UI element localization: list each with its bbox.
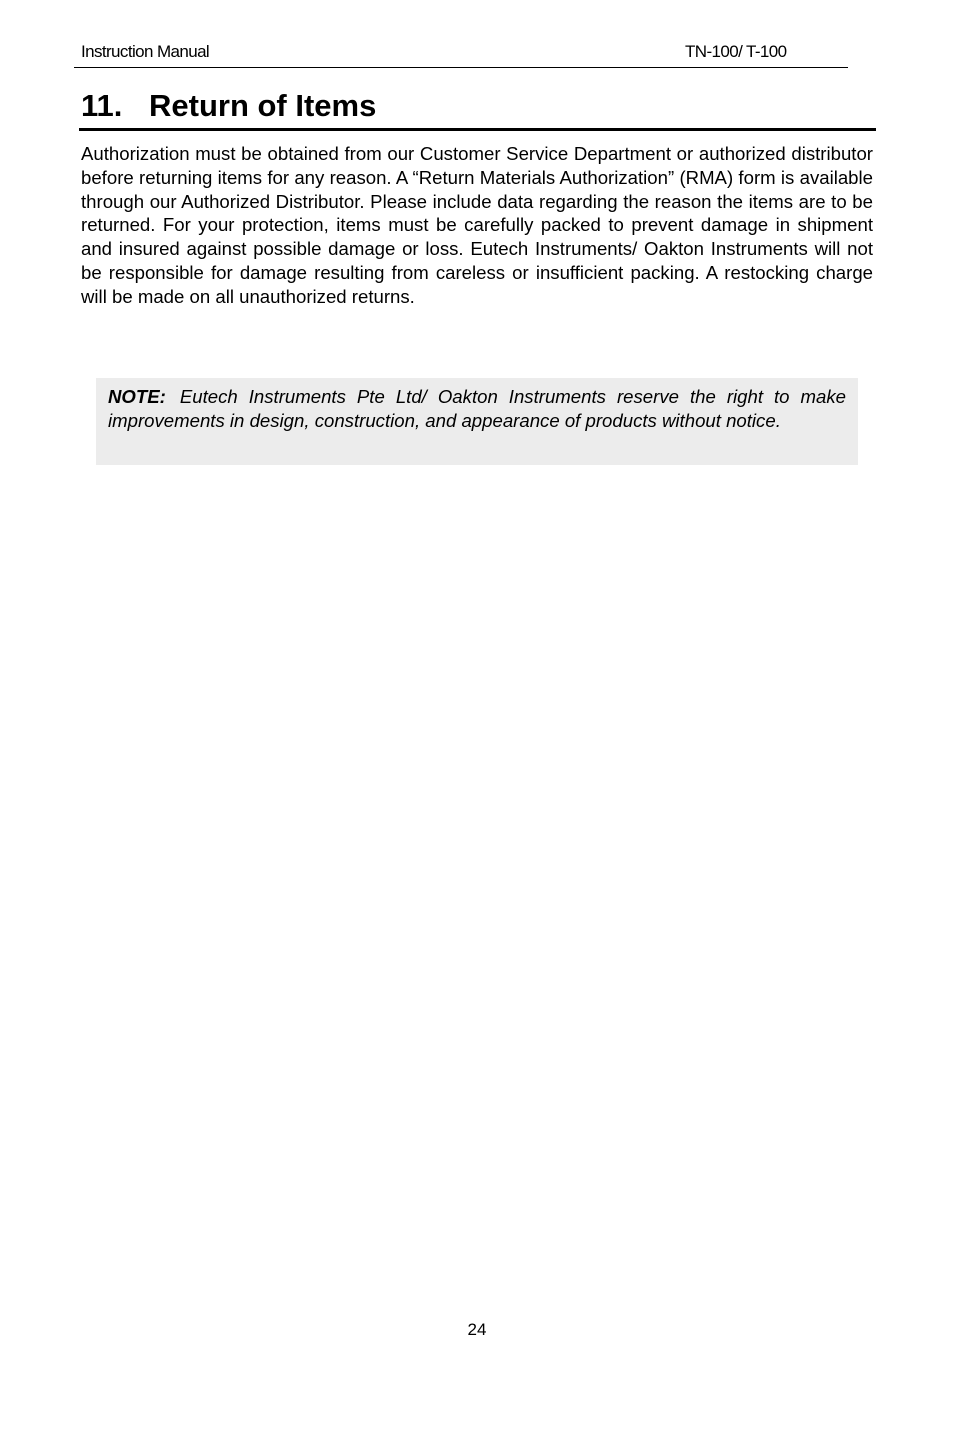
section-number: 11. <box>81 88 123 123</box>
header-model-number: TN-100/ T-100 <box>685 42 787 61</box>
page-number: 24 <box>467 1320 487 1339</box>
note-body: Eutech Instruments Pte Ltd/ Oakton Instruments reserve the right to make improvements in design, construction, and appearance of products without notice. <box>108 386 846 431</box>
note-label: NOTE: <box>108 386 166 407</box>
section-title: Return of Items <box>149 88 377 123</box>
header-manual-title: Instruction Manual <box>81 42 210 61</box>
note-box <box>96 378 858 465</box>
body-paragraph: Authorization must be obtained from our Customer Service Department or authorized distributor before returning items for any reason. A “Return Materials Authorization” (RMA) form is available through our Authorized Distributor. Please include data regarding the reason the items are to be returned. For your protection, items must be carefully packed to prevent damage in shipment and insured against possible damage or loss. Eutech Instruments/ Oakton Instruments will not be responsible for damage resulting from careless or insufficient packing. A restocking charge will be made on all unauthorized returns. <box>81 143 873 307</box>
running-header <box>74 38 848 68</box>
section-heading <box>79 86 876 131</box>
note-text <box>108 385 846 433</box>
